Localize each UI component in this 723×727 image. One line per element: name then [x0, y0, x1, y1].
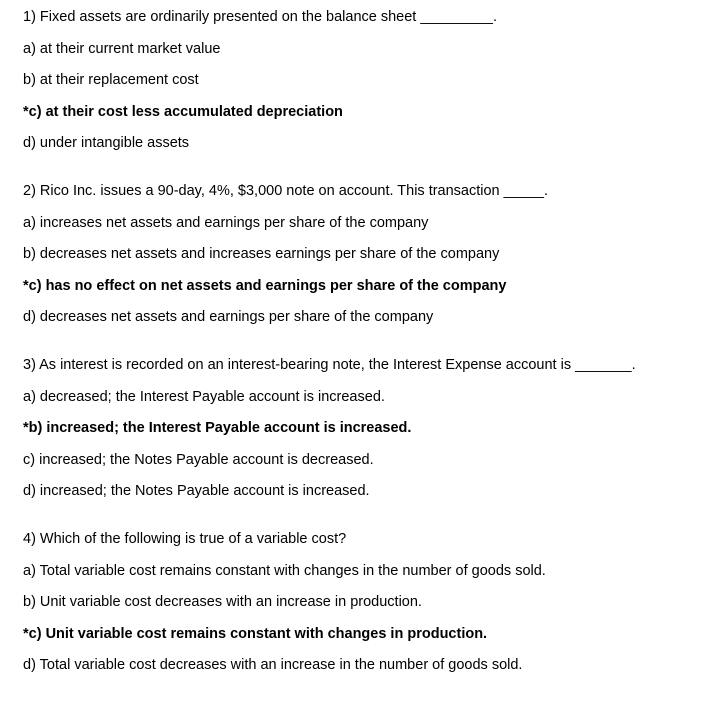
question-text: 1) Fixed assets are ordinarily presented on the balance sheet _________. — [23, 9, 497, 25]
question-block — [23, 531, 703, 674]
answer-option-correct: *b) increased; the Interest Payable account is increased. — [23, 420, 412, 436]
question-block — [23, 357, 703, 500]
answer-option: a) increases net assets and earnings per share of the company — [23, 214, 429, 231]
answer-option: b) decreases net assets and increases earnings per share of the company — [23, 246, 500, 262]
answer-option: d) Total variable cost decreases with an increase in the number of goods sold. — [23, 657, 523, 673]
answer-option: d) decreases net assets and earnings per share of the company — [23, 309, 434, 325]
answer-option-correct: *c) Unit variable cost remains constant with changes in production. — [23, 625, 488, 642]
answer-option-correct: *c) at their cost less accumulated depreciation — [23, 103, 343, 120]
answer-option: b) at their replacement cost — [23, 72, 199, 88]
answer-option: a) Total variable cost remains constant with changes in the number of goods sold. — [23, 562, 546, 579]
answer-option: c) increased; the Notes Payable account is decreased. — [23, 451, 374, 468]
answer-option: a) decreased; the Interest Payable account is increased. — [23, 388, 385, 405]
question-text: 2) Rico Inc. issues a 90-day, 4%, $3,000 note on account. This transaction _____. — [23, 183, 549, 199]
question-block — [23, 183, 703, 326]
answer-option: d) increased; the Notes Payable account is increased. — [23, 483, 370, 499]
question-text: 4) Which of the following is true of a variable cost? — [23, 531, 347, 547]
question-block — [23, 9, 703, 152]
question-text: 3) As interest is recorded on an interest-bearing note, the Interest Expense account is _______. — [23, 357, 636, 373]
answer-option: a) at their current market value — [23, 40, 221, 57]
answer-option: d) under intangible assets — [23, 135, 190, 151]
answer-option: b) Unit variable cost decreases with an increase in production. — [23, 594, 422, 610]
answer-option-correct: *c) has no effect on net assets and earnings per share of the company — [23, 277, 507, 294]
